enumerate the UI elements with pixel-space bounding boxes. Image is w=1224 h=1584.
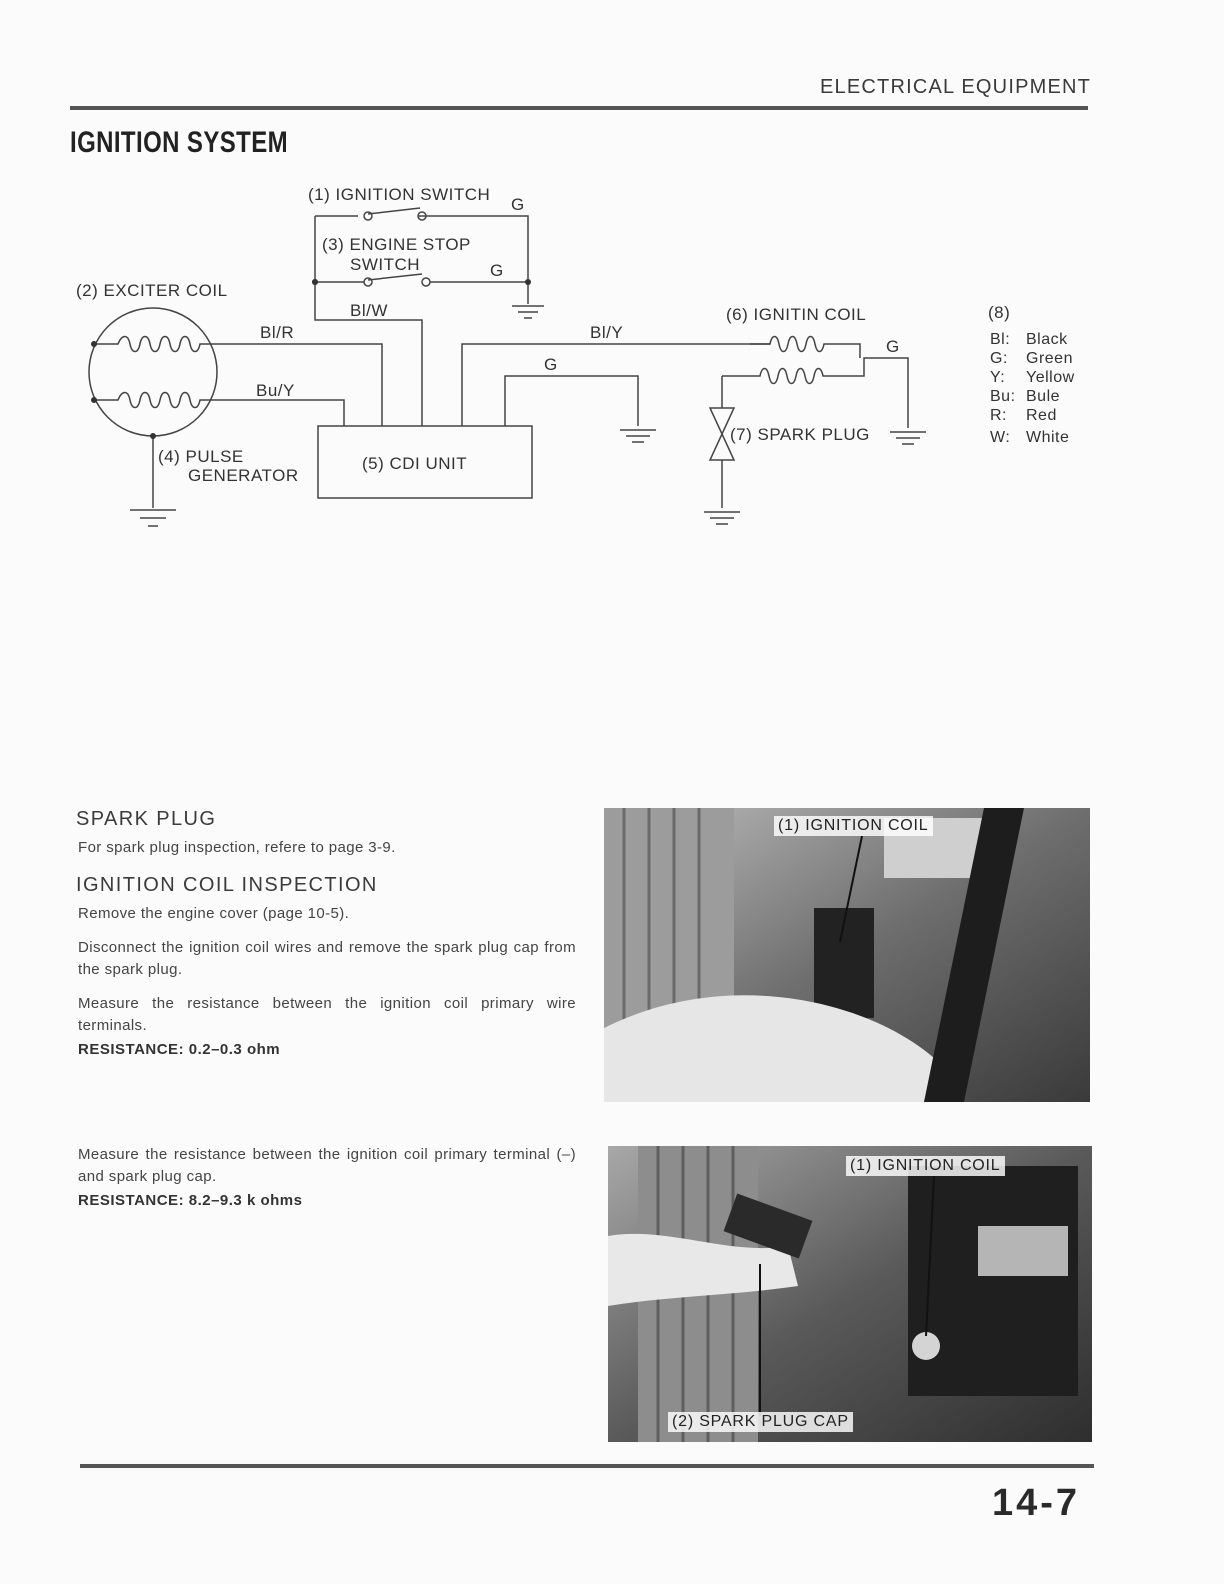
engine-stop-switch-label-2: SWITCH [350,255,421,274]
spark-plug-cap-photo [608,1146,1092,1442]
legend-color: Yellow [1026,369,1075,386]
exciter-coil-housing [89,308,217,436]
photo1-ignition-coil-callout: (1) IGNITION COIL [774,816,933,836]
spark-plug-section [76,808,576,871]
legend-color: White [1026,429,1070,446]
step-remove-cover: Remove the engine cover (page 10-5). [78,905,350,922]
ignition-switch-label: (1) IGNITION SWITCH [308,185,491,204]
wire-code-g: G [511,195,525,214]
wire-code-bl-w: Bl/W [350,301,388,320]
spark-plug-cap-photo-image [608,1146,1092,1442]
step-disconnect-wires: Disconnect the ignition coil wires and remove the spark plug cap from the spark plug. [78,939,576,978]
spark-plug-text: For spark plug inspection, refere to page 3-9. [78,839,396,856]
legend-title: (8) [988,303,1011,322]
page-number: 14-7 [992,1482,1081,1524]
legend-color: Bule [1026,388,1061,405]
exciter-coil-label: (2) EXCITER COIL [76,281,228,300]
ignition-coil-photo-image [604,808,1090,1102]
ignition-coil-primary [750,337,860,359]
photo2-spark-plug-cap-callout: (2) SPARK PLUG CAP [668,1412,853,1432]
wire-code-g: G [490,261,504,280]
legend-code: Bu: [990,388,1016,405]
spark-plug-heading: SPARK PLUG [76,808,217,830]
color-legend [990,331,1075,446]
ignition-coil-inspection-heading: IGNITION COIL INSPECTION [76,874,378,896]
ignition-wiring-diagram [60,178,1140,548]
ignition-coil-photo [604,808,1090,1102]
wire-code-g: G [886,337,900,356]
legend-code: W: [990,429,1011,446]
wire-code-bl-y: Bl/Y [590,323,624,342]
footer-rule [80,1464,1094,1468]
step-measure-primary: Measure the resistance between the ignition coil primary wire terminals. [78,995,576,1034]
header-rule [70,106,1088,110]
engine-stop-switch-label: (3) ENGINE STOP [322,235,471,254]
legend-color: Green [1026,350,1073,367]
wire-code-bl-r: Bl/R [260,323,295,342]
legend-code: R: [990,407,1007,424]
wire-code-g: G [544,355,558,374]
pulse-generator-label-2: GENERATOR [188,466,299,485]
exciter-winding [94,337,218,352]
ignition-coil-label: (6) IGNITIN COIL [726,305,867,324]
legend-code: Bl: [990,331,1011,348]
legend-color: Red [1026,407,1057,424]
legend-code: Y: [990,369,1006,386]
pulse-winding [94,393,218,408]
legend-color: Black [1026,331,1068,348]
resistance-primary-spec: RESISTANCE: 0.2–0.3 ohm [78,1041,281,1058]
page-title: IGNITION SYSTEM [70,126,289,159]
ignition-coil-inspection-section [76,874,576,1058]
resistance-secondary-spec: RESISTANCE: 8.2–9.3 k ohms [78,1192,303,1209]
spark-plug-label: (7) SPARK PLUG [730,425,870,444]
photo2-ignition-coil-callout: (1) IGNITION COIL [846,1156,1005,1176]
step-measure-secondary: Measure the resistance between the ignition coil primary terminal (–) and spark plug cap. [78,1146,576,1185]
cdi-unit-label: (5) CDI UNIT [362,454,468,473]
pulse-generator-label: (4) PULSE [158,447,244,466]
wire-code-bu-y: Bu/Y [256,381,295,400]
secondary-test-section [76,1144,576,1209]
legend-code: G: [990,350,1008,367]
section-header: ELECTRICAL EQUIPMENT [820,76,1092,98]
